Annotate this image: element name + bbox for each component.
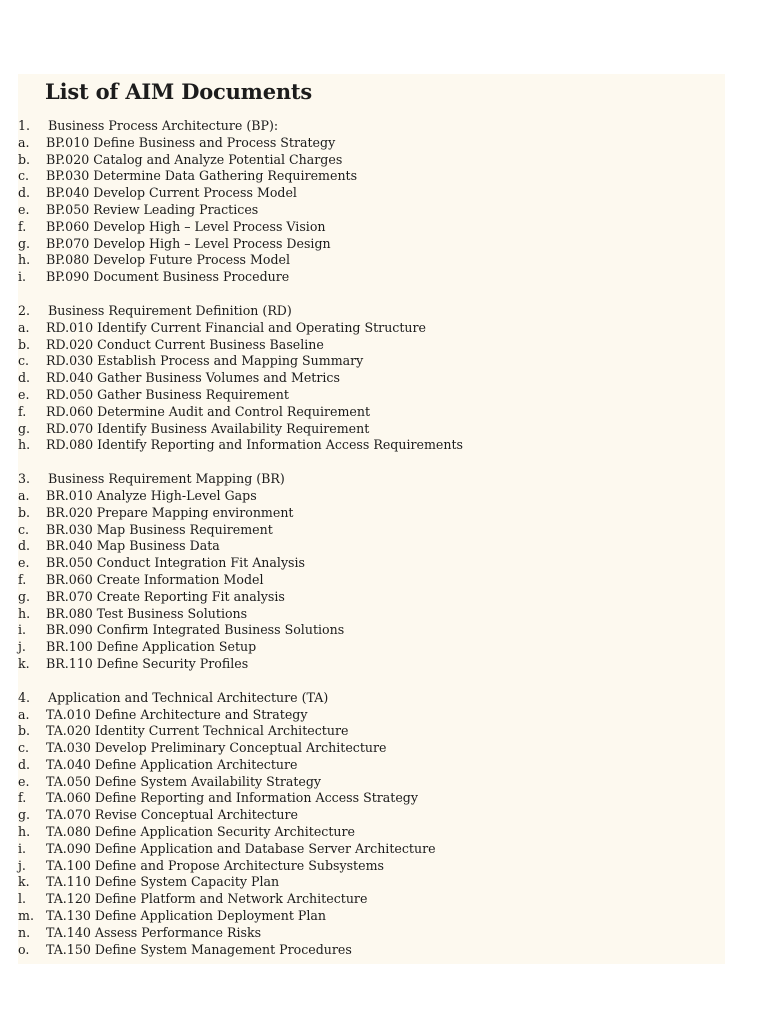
list-item [18,824,725,841]
list-item [18,522,725,539]
list-item-marker: i. [18,840,27,856]
document-page [18,74,725,964]
list-item-text: RD.020 Conduct Current Business Baseline [46,336,324,352]
list-item-marker: c. [18,740,30,756]
section [18,303,725,454]
list-item-text: RD.030 Establish Process and Mapping Summary [46,353,364,369]
list-item-text: BP.060 Develop High – Level Process Vision [46,218,326,234]
section-heading [18,303,725,320]
list-item-text: BR.060 Create Information Model [46,571,264,587]
list-item-marker: d. [18,370,31,386]
list-item-text: BR.050 Conduct Integration Fit Analysis [46,555,306,571]
list-item [18,891,725,908]
list-item-text: BP.030 Determine Data Gathering Requirements [46,168,358,184]
list-item-text: RD.060 Determine Audit and Control Requirement [46,403,371,419]
list-item [18,723,725,740]
list-item-marker: f. [18,571,27,587]
list-item-marker: d. [18,185,31,201]
list-item-marker: i. [18,269,27,285]
section-number: 3. [18,471,31,487]
list-item-text: TA.120 Define Platform and Network Architecture [46,891,368,907]
list-item-marker: f. [18,218,27,234]
section [18,118,725,286]
list-item-marker: h. [18,605,31,621]
list-item-text: BP.080 Develop Future Process Model [46,252,291,268]
list-item [18,538,725,555]
list-item-text: BP.070 Develop High – Level Process Design [46,235,331,251]
list-item-marker: k. [18,655,30,671]
list-item-marker: a. [18,706,30,722]
list-item-marker: l. [18,891,27,907]
list-item-text: TA.020 Identity Current Technical Architecture [46,723,349,739]
list-item [18,135,725,152]
list-item-marker: h. [18,824,31,840]
list-item-text: RD.010 Identify Current Financial and Operating Structure [46,319,427,335]
list-item-marker: e. [18,773,30,789]
list-item [18,858,725,875]
list-item-text: BR.090 Confirm Integrated Business Solutions [46,622,345,638]
section-heading [18,471,725,488]
list-item-text: TA.110 Define System Capacity Plan [46,874,280,890]
section [18,690,725,959]
section-heading-text: Application and Technical Architecture (TA) [48,689,329,705]
section-heading [18,118,725,135]
list-item-text: BR.110 Define Security Profiles [46,655,249,671]
section-heading [18,690,725,707]
list-item [18,488,725,505]
list-item-text: TA.090 Define Application and Database Server Architecture [46,840,436,856]
list-item-marker: n. [18,924,31,940]
list-item-text: BR.010 Analyze High-Level Gaps [46,487,257,503]
list-item [18,807,725,824]
list-item-text: TA.080 Define Application Security Architecture [46,824,355,840]
list-item-text: BP.010 Define Business and Process Strategy [46,134,336,150]
list-item [18,337,725,354]
list-item [18,353,725,370]
list-item-text: TA.010 Define Architecture and Strategy [46,706,308,722]
list-item-text: TA.040 Define Application Architecture [46,756,298,772]
list-item-marker: d. [18,538,31,554]
list-item-marker: a. [18,134,30,150]
list-item [18,202,725,219]
list-item-text: BR.020 Prepare Mapping environment [46,504,294,520]
list-item-marker: h. [18,252,31,268]
list-item-text: TA.100 Define and Propose Architecture Subsystems [46,857,384,873]
list-item-text: TA.050 Define System Availability Strategy [46,773,322,789]
section-heading-text: Business Requirement Definition (RD) [48,302,292,318]
list-item-text: BP.020 Catalog and Analyze Potential Charges [46,151,343,167]
list-item-text: BR.100 Define Application Setup [46,639,257,655]
list-item-text: TA.150 Define System Management Procedures [46,941,352,957]
list-item [18,370,725,387]
list-item [18,790,725,807]
list-item-marker: b. [18,151,31,167]
list-item-marker: g. [18,588,31,604]
list-item [18,942,725,959]
section-number: 1. [18,118,31,133]
list-item-marker: c. [18,168,30,184]
list-item-marker: g. [18,807,31,823]
list-item [18,437,725,454]
list-item [18,622,725,639]
list-item [18,219,725,236]
list-item-text: TA.030 Develop Preliminary Conceptual Architecture [46,740,387,756]
section-heading-text: Business Process Architecture (BP): [48,118,279,133]
list-item [18,606,725,623]
list-item [18,421,725,438]
list-item-text: RD.050 Gather Business Requirement [46,386,289,402]
list-item-marker: a. [18,487,30,503]
list-item [18,707,725,724]
list-item [18,925,725,942]
list-item-marker: b. [18,504,31,520]
list-item-marker: i. [18,622,27,638]
list-item-marker: j. [18,639,26,655]
list-item [18,269,725,286]
list-item-text: BR.070 Create Reporting Fit analysis [46,588,285,604]
list-item [18,874,725,891]
list-item-text: TA.060 Define Reporting and Information Access Strategy [46,790,418,806]
list-item-marker: b. [18,723,31,739]
list-item-text: BR.030 Map Business Requirement [46,521,273,537]
list-item [18,774,725,791]
page-title: List of AIM Documents [45,79,313,104]
list-item-marker: e. [18,555,30,571]
list-item-text: RD.070 Identify Business Availability Requirement [46,420,370,436]
list-item-marker: e. [18,201,30,217]
list-item-marker: d. [18,756,31,772]
list-item-marker: c. [18,353,30,369]
list-item-text: RD.040 Gather Business Volumes and Metrics [46,370,340,386]
list-item-marker: m. [18,908,34,924]
list-item-text: BP.040 Develop Current Process Model [46,185,297,201]
list-item-text: BP.090 Document Business Procedure [46,269,290,285]
list-item-text: TA.070 Revise Conceptual Architecture [46,807,298,823]
list-item-text: RD.080 Identify Reporting and Information Access Requirements [46,437,463,453]
list-item [18,740,725,757]
list-item-text: TA.130 Define Application Deployment Plan [46,908,327,924]
list-item [18,656,725,673]
list-item-marker: h. [18,437,31,453]
list-item-text: TA.140 Assess Performance Risks [46,924,262,940]
list-item-marker: c. [18,521,30,537]
list-item [18,152,725,169]
list-item [18,404,725,421]
list-item-marker: g. [18,420,31,436]
list-item-marker: g. [18,235,31,251]
list-item-marker: e. [18,386,30,402]
list-item [18,555,725,572]
list-item-text: BP.050 Review Leading Practices [46,201,259,217]
section-number: 2. [18,302,31,318]
list-item-marker: o. [18,941,30,957]
list-item-marker: f. [18,403,27,419]
list-item-text: BR.080 Test Business Solutions [46,605,248,621]
list-item-marker: b. [18,336,31,352]
list-item [18,252,725,269]
list-item [18,387,725,404]
list-item [18,757,725,774]
list-item-marker: a. [18,319,30,335]
section-heading-text: Business Requirement Mapping (BR) [48,471,285,487]
list-item [18,168,725,185]
list-item [18,841,725,858]
list-item-marker: f. [18,790,27,806]
section-number: 4. [18,689,31,705]
list-item [18,236,725,253]
list-item [18,572,725,589]
section [18,471,725,673]
list-item [18,320,725,337]
list-item [18,185,725,202]
list-item-marker: j. [18,857,26,873]
list-item [18,908,725,925]
list-item [18,639,725,656]
list-item [18,589,725,606]
list-item-text: BR.040 Map Business Data [46,538,220,554]
list-item-marker: k. [18,874,30,890]
list-item [18,505,725,522]
document-list [18,118,725,975]
